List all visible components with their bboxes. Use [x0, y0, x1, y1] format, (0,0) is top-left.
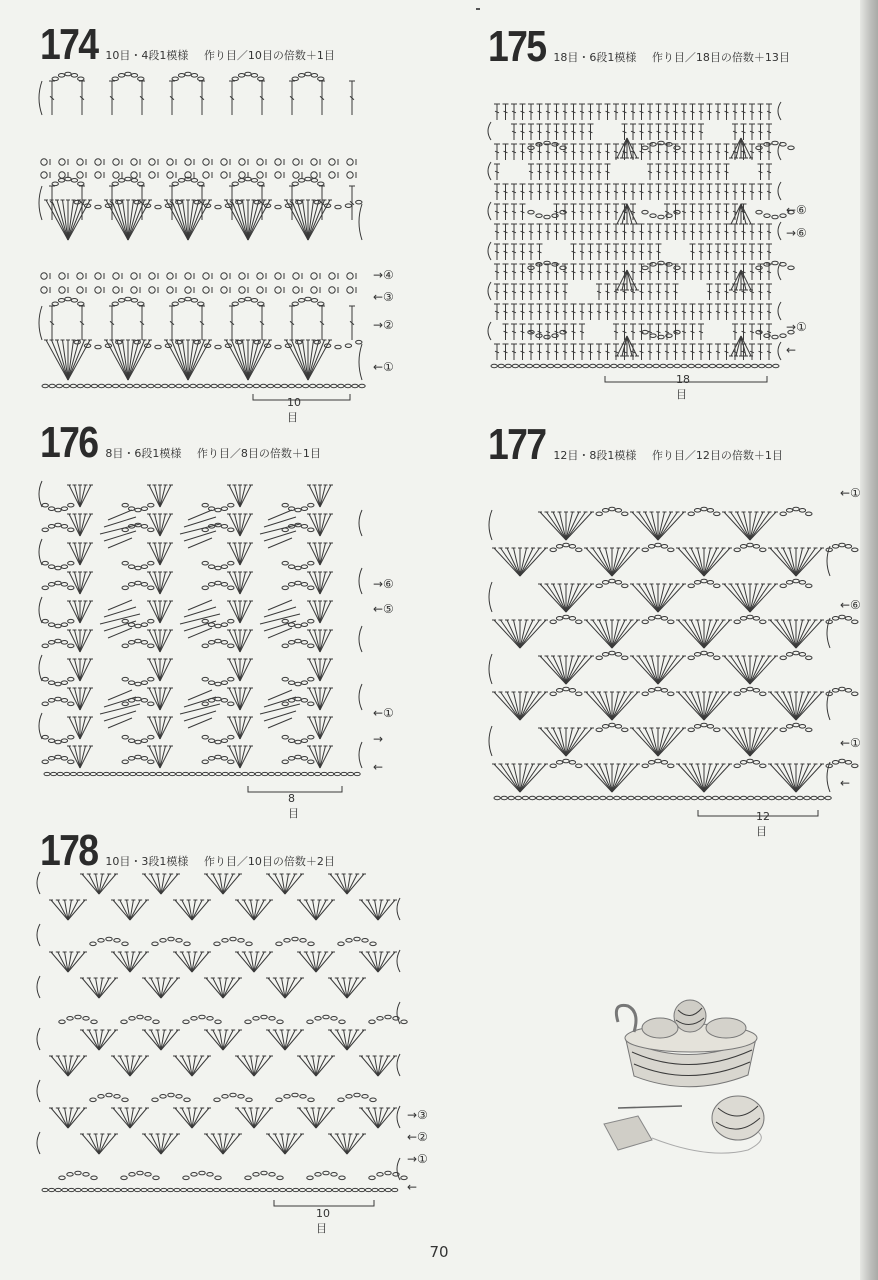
pattern-number: 177 [488, 420, 546, 469]
crochet-chart-174 [38, 70, 368, 400]
row-marker: ← [786, 343, 797, 357]
row-marker: →④ [373, 268, 394, 282]
pattern-rows: 18目・6段1模様 [553, 51, 637, 64]
crochet-chart-175 [487, 74, 787, 374]
pattern-rows: 12目・8段1模様 [553, 449, 637, 462]
pattern-rows: 8目・6段1模様 [105, 447, 182, 460]
repeat-label: 18目 [676, 373, 690, 401]
row-marker: ←① [373, 360, 394, 374]
pattern-cast-on: 作り目／18目の倍数＋13目 [651, 51, 790, 64]
pattern-number: 176 [40, 418, 98, 467]
row-marker: ←⑥ [840, 598, 861, 612]
pattern-header [40, 418, 321, 468]
pattern-rows: 10目・3段1模様 [105, 855, 189, 868]
crochet-chart-176 [40, 474, 365, 789]
row-marker: →③ [407, 1108, 428, 1122]
pattern-meta [105, 853, 335, 869]
row-marker: ←⑤ [373, 602, 394, 616]
repeat-label: 12目 [756, 810, 770, 838]
row-marker: →⑥ [786, 226, 807, 240]
row-marker: ← [373, 760, 384, 774]
row-marker: ←① [840, 486, 861, 500]
row-marker: ←⑥ [786, 203, 807, 217]
pattern-cast-on: 作り目／10目の倍数＋2目 [203, 855, 335, 868]
crochet-chart-178 [38, 872, 408, 1202]
pattern-header [40, 20, 335, 70]
row-marker: ←① [840, 736, 861, 750]
pattern-cast-on: 作り目／8目の倍数＋1目 [196, 447, 321, 460]
row-marker: ← [407, 1180, 418, 1194]
row-marker: →① [786, 320, 807, 334]
repeat-label: 8目 [288, 792, 299, 820]
row-marker: ← [840, 776, 851, 790]
pattern-meta [553, 49, 790, 65]
pattern-meta [105, 47, 335, 63]
row-marker: → [373, 732, 384, 746]
repeat-label: 10目 [316, 1207, 330, 1235]
page-number: 70 [429, 1243, 449, 1261]
yarn-basket-illustration [598, 990, 783, 1170]
page-gutter-shadow [860, 0, 878, 1280]
pattern-header [488, 420, 783, 470]
pattern-number: 174 [40, 20, 98, 69]
row-marker: ←① [373, 706, 394, 720]
pattern-rows: 10目・4段1模様 [105, 49, 189, 62]
row-marker: →② [373, 318, 394, 332]
pattern-meta [553, 447, 783, 463]
pattern-number: 178 [40, 826, 98, 875]
row-marker: →⑥ [373, 577, 394, 591]
pattern-header [40, 826, 335, 876]
print-speck [476, 8, 480, 10]
row-marker: ←② [407, 1130, 428, 1144]
pattern-cast-on: 作り目／12目の倍数＋1目 [651, 449, 783, 462]
row-marker: ←③ [373, 290, 394, 304]
pattern-meta [105, 445, 321, 461]
repeat-label: 10目 [287, 396, 301, 424]
pattern-number: 175 [488, 22, 546, 71]
row-marker: →① [407, 1152, 428, 1166]
pattern-header [488, 22, 790, 72]
crochet-chart-177 [490, 476, 835, 806]
pattern-cast-on: 作り目／10目の倍数＋1目 [203, 49, 335, 62]
